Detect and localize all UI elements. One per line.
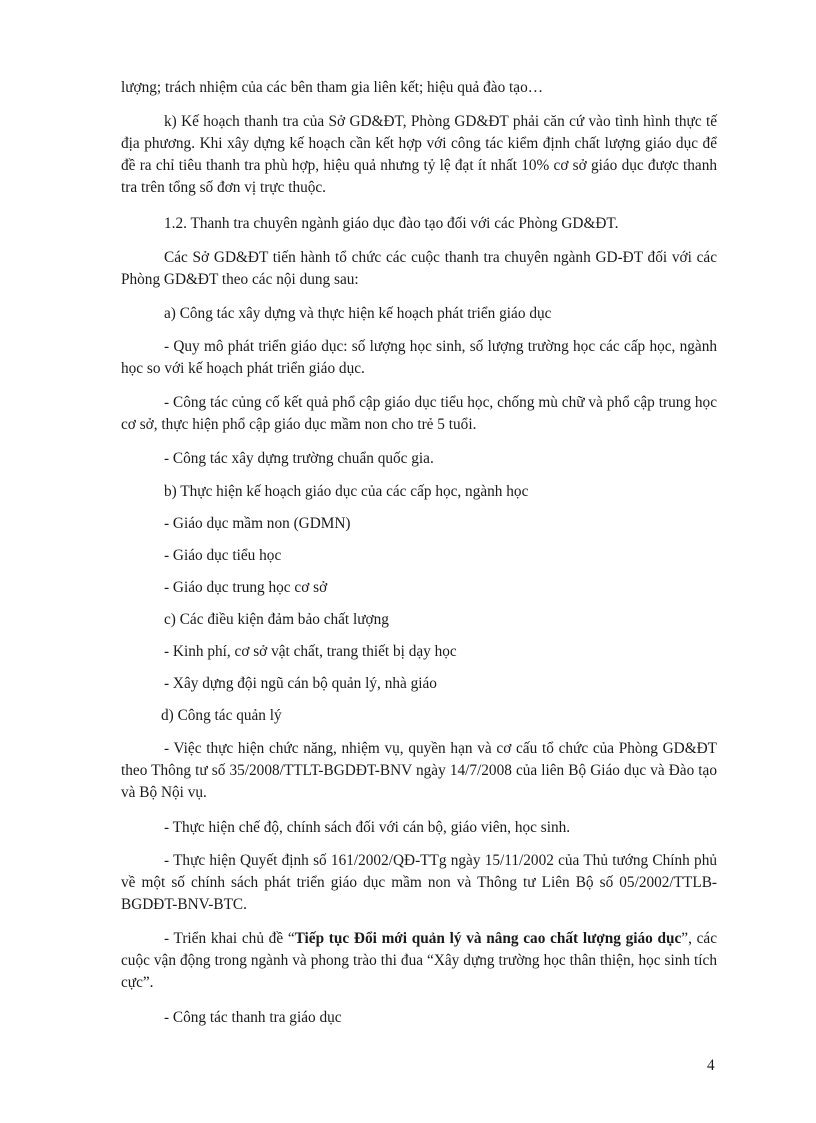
list-item-national-standard: - Công tác xây dựng trường chuẩn quốc gia. [164,450,434,467]
list-item-funding: - Kinh phí, cơ sở vật chất, trang thiết bị dạy học [164,643,457,660]
page-number: 4 [707,1057,715,1074]
item-a-heading: a) Công tác xây dựng và thực hiện kế hoạch phát triển giáo dục [164,305,552,322]
item-c-heading: c) Các điều kiện đảm bảo chất lượng [164,611,389,628]
list-item-universalization: - Công tác củng cố kết quả phổ cập giáo dục tiểu học, chống mù chữ và phổ cập trung học cơ sở, thực hiện phổ cập giáo dục mầm non cho trẻ 5 tuổi. [121,394,717,433]
theme-text-post: ”, các cuộc vận động trong ngành và phong trào thi đua “Xây dựng trường học thân thiện, học sinh tích cực”. [121,930,717,991]
list-item-scale: - Quy mô phát triển giáo dục: số lượng học sinh, số lượng trường học các cấp học, ngành học so với kế hoạch phát triển giáo dục. [121,338,717,377]
item-d-heading: d) Công tác quản lý [161,707,282,724]
list-item-lower-secondary: - Giáo dục trung học cơ sở [164,579,328,596]
list-item-preschool: - Giáo dục mầm non (GDMN) [164,515,351,532]
list-item-decision-161: - Thực hiện Quyết định số 161/2002/QĐ-TTg ngày 15/11/2002 của Thủ tướng Chính phủ về một số chính sách phát triển giáo dục mầm non và Thông tư Liên Bộ số 05/2002/TTLB-BGDĐT-BNV-BTC. [121,852,717,913]
paragraph-intro: Các Sở GD&ĐT tiến hành tổ chức các cuộc thanh tra chuyên ngành GD-ĐT đối với các Phòng GD&ĐT theo các nội dung sau: [121,249,717,288]
theme-text-pre: - Triển khai chủ đề “ [164,930,295,947]
list-item-functions: - Việc thực hiện chức năng, nhiệm vụ, quyền hạn và cơ cấu tổ chức của Phòng GD&ĐT theo Thông tư số 35/2008/TTLT-BGDĐT-BNV ngày 14/7/2008 của liên Bộ Giáo dục và Đào tạo và Bộ Nội vụ. [121,740,717,801]
theme-text-bold: Tiếp tục Đổi mới quản lý và nâng cao chất lượng giáo dục [294,930,682,947]
list-item-staff: - Xây dựng đội ngũ cán bộ quản lý, nhà giáo [164,675,437,692]
paragraph-k-inspection-plan: k) Kế hoạch thanh tra của Sở GD&ĐT, Phòng GD&ĐT phải căn cứ vào tình hình thực tế địa phương. Khi xây dựng kế hoạch cần kết hợp với công tác kiểm định chất lượng giáo dục để đề ra chỉ tiêu thanh tra phù hợp, hiệu quả nhưng tỷ lệ đạt ít nhất 10% cơ sở giáo dục được thanh tra trên tổng số đơn vị trực thuộc. [121,113,717,196]
list-item-theme [121,928,717,994]
list-item-policies: - Thực hiện chế độ, chính sách đối với cán bộ, giáo viên, học sinh. [164,819,571,836]
paragraph-continuation: lượng; trách nhiệm của các bên tham gia liên kết; hiệu quả đào tạo… [121,79,544,96]
section-heading-1-2: 1.2. Thanh tra chuyên ngành giáo dục đào tạo đối với các Phòng GD&ĐT. [164,215,619,232]
list-item-inspection: - Công tác thanh tra giáo dục [164,1009,342,1026]
list-item-primary: - Giáo dục tiểu học [164,547,282,564]
item-b-heading: b) Thực hiện kế hoạch giáo dục của các cấp học, ngành học [164,483,529,500]
